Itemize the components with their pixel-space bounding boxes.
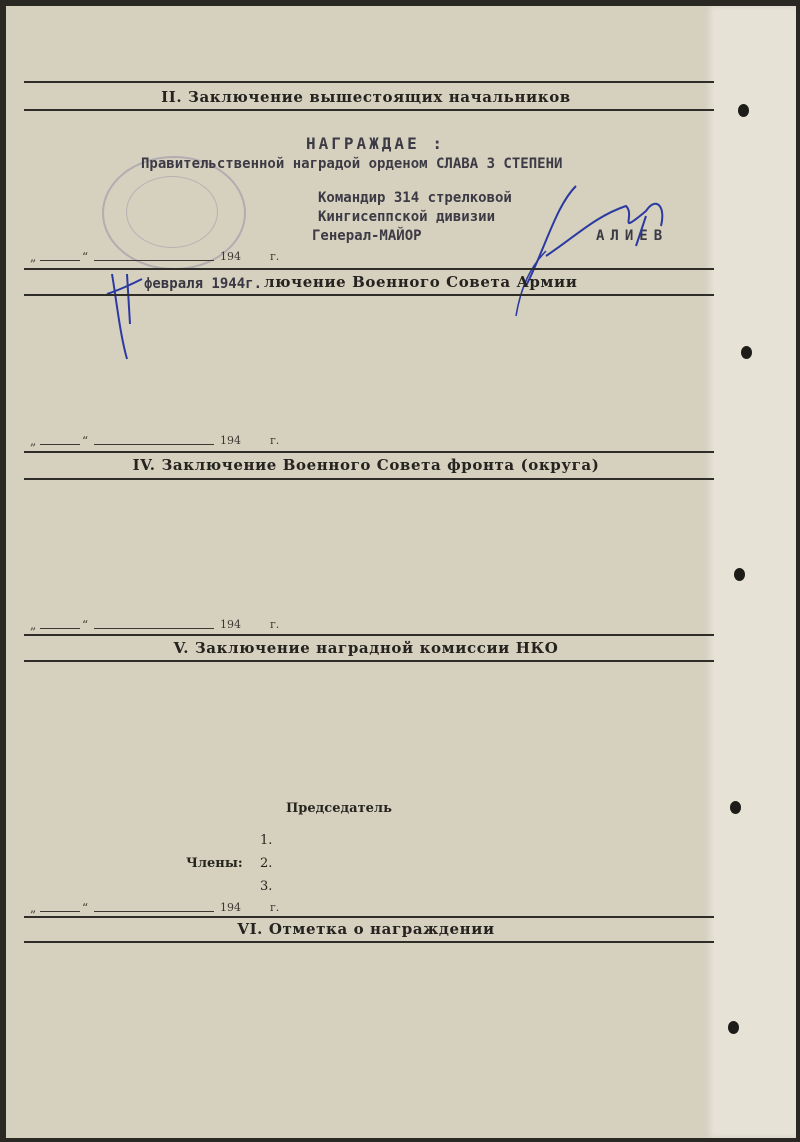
date-suffix: г.	[270, 618, 280, 631]
date-close-quote: “	[82, 901, 89, 915]
section-iii-heading: лючение Военного Совета Армии	[264, 273, 578, 291]
members-label: Члены:	[186, 856, 243, 871]
punch-hole	[741, 346, 752, 359]
date-day-blank	[40, 260, 80, 261]
binding-strip	[706, 6, 796, 1138]
punch-hole	[734, 568, 745, 581]
signature	[486, 166, 686, 326]
date-year: 194	[220, 250, 241, 263]
stamp-line-rank: Генерал-МАЙОР	[312, 228, 422, 244]
rule-line	[24, 451, 714, 453]
rule-line	[24, 109, 714, 111]
date-day-blank	[40, 444, 80, 445]
stamp-line-order: Правительственной наградой орденом СЛАВА 3 СТЕПЕНИ	[141, 156, 563, 172]
date-line	[24, 434, 284, 448]
rule-line	[24, 478, 714, 480]
date-day-blank	[40, 628, 80, 629]
date-line	[24, 901, 284, 915]
date-close-quote: “	[82, 618, 89, 632]
stamp-line-awarded: НАГРАЖДАЕ :	[306, 134, 445, 153]
document-sheet	[6, 6, 796, 1138]
stamp-line-surname: АЛИЕВ	[596, 228, 669, 244]
stamp-line-division: Кингисеппской дивизии	[318, 209, 496, 225]
date-suffix: г.	[270, 250, 280, 263]
date-suffix: г.	[270, 434, 280, 447]
date-line	[24, 250, 284, 264]
rule-line	[24, 941, 714, 943]
section-v-heading: V. Заключение наградной комиссии НКО	[173, 639, 559, 657]
rule-line	[24, 660, 714, 662]
date-suffix: г.	[270, 901, 280, 914]
round-seal-inner	[126, 176, 218, 248]
date-open-quote: „	[30, 434, 37, 448]
punch-hole	[728, 1021, 739, 1034]
date-year: 194	[220, 618, 241, 631]
punch-hole	[738, 104, 749, 117]
date-month-blank	[94, 911, 214, 912]
rule-line	[24, 916, 714, 918]
member-number-1: 1.	[260, 833, 273, 848]
rule-line	[24, 81, 714, 83]
section-vi-heading: VI. Отметка о награждении	[237, 920, 495, 938]
section-iv-heading: IV. Заключение Военного Совета фронта (округа)	[132, 456, 600, 474]
member-number-3: 3.	[260, 879, 273, 894]
date-close-quote: “	[82, 250, 89, 264]
stamp-line-commander: Командир 314 стрелковой	[318, 190, 512, 206]
date-line	[24, 618, 284, 632]
date-open-quote: „	[30, 618, 37, 632]
rule-line	[24, 294, 714, 296]
chairman-label: Председатель	[286, 801, 392, 816]
date-month-blank	[94, 444, 214, 445]
member-number-2: 2.	[260, 856, 273, 871]
date-month-blank	[94, 628, 214, 629]
section-ii-heading: II. Заключение вышестоящих начальников	[161, 88, 571, 106]
rule-line	[24, 268, 714, 270]
date-day-blank	[40, 911, 80, 912]
handwritten-date: февраля 1944г.	[144, 276, 263, 292]
punch-hole	[730, 801, 741, 814]
date-month-blank	[94, 260, 214, 261]
date-year: 194	[220, 434, 241, 447]
date-open-quote: „	[30, 250, 37, 264]
rule-line	[24, 634, 714, 636]
date-year: 194	[220, 901, 241, 914]
date-open-quote: „	[30, 901, 37, 915]
date-close-quote: “	[82, 434, 89, 448]
